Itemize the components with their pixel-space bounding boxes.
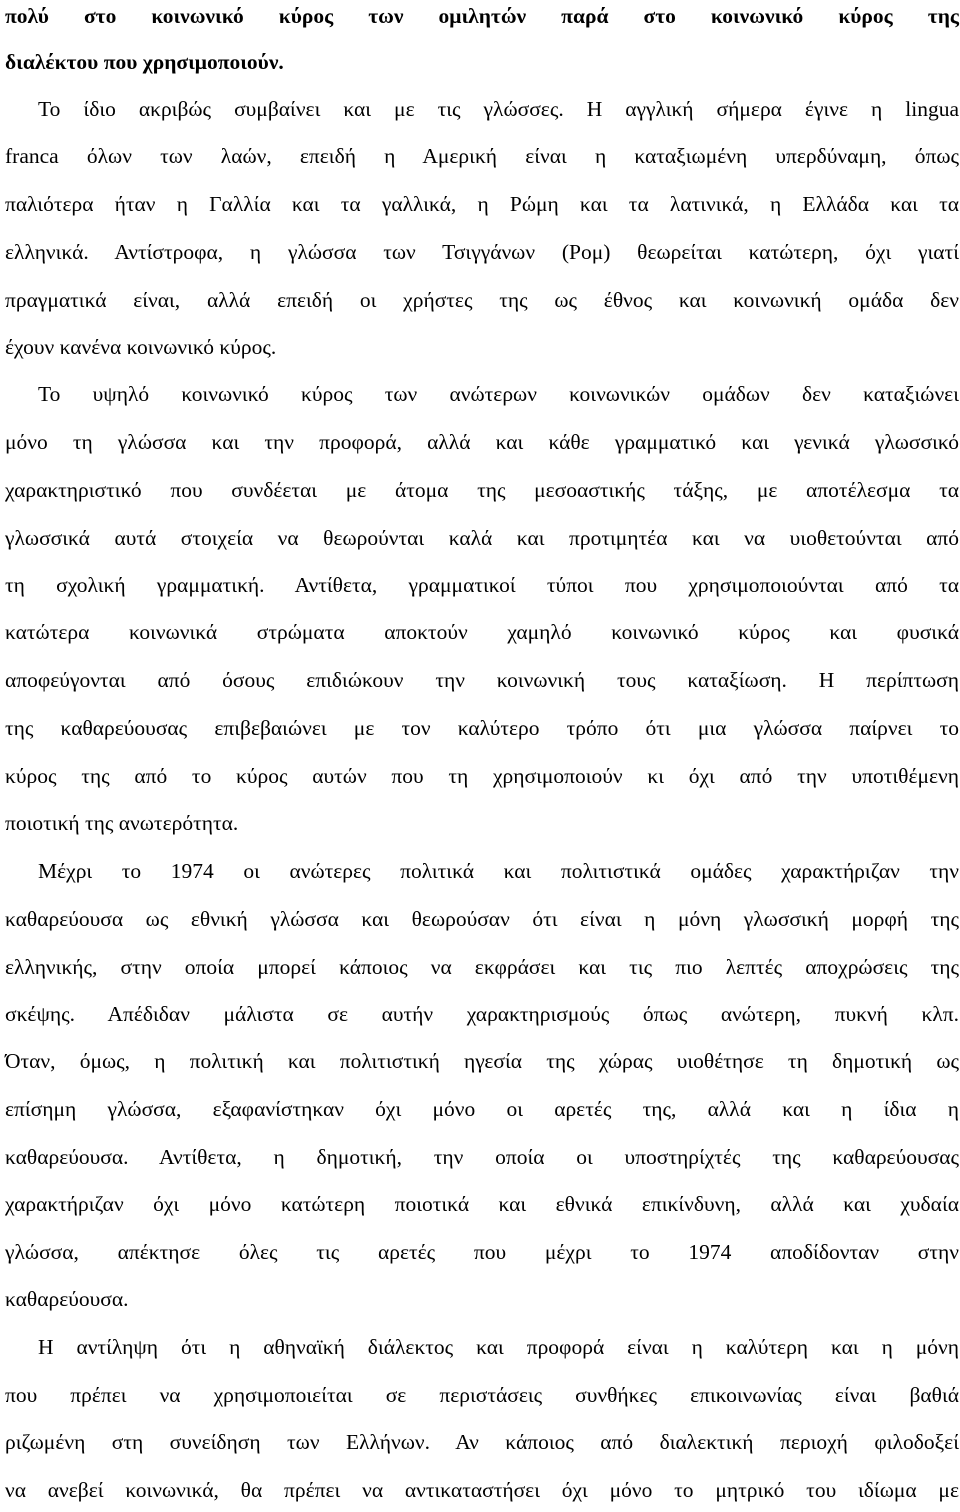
text-line: [5, 1094, 959, 1124]
text-line: [5, 1, 959, 31]
text-line: [5, 427, 959, 457]
text-line: [5, 47, 959, 77]
text-segment: έχουν κανένα κοινωνικό κύρος.: [5, 335, 277, 359]
text-line: [5, 570, 959, 600]
text-line: [38, 856, 959, 886]
text-line: [5, 808, 959, 838]
text-line: [38, 1332, 959, 1362]
text-line: [5, 1237, 959, 1267]
text-segment: Η αντίληψη ότι η αθηναϊκή διάλεκτος και προφορά είναι η καλύτερη και η μόνη: [38, 1335, 959, 1359]
text-line: [5, 713, 959, 743]
text-segment: ποιοτική της ανωτερότητα.: [5, 811, 239, 835]
text-line: [5, 332, 959, 362]
text-segment: αποφεύγονται από όσους επιδιώκουν την κοινωνική τους καταξίωση. Η περίπτωση: [5, 668, 959, 692]
text-segment: της καθαρεύουσας επιβεβαιώνει με τον καλύτερο τρόπο ότι μια γλώσσα παίρνει το: [5, 716, 959, 740]
text-segment: γλώσσα, απέκτησε όλες τις αρετές που μέχρι το 1974 αποδίδονταν στην: [5, 1240, 959, 1264]
text-line: [5, 1189, 959, 1219]
text-line: [5, 189, 959, 219]
text-line: [5, 475, 959, 505]
bold-text-segment: διαλέκτου που χρησιμοποιούν.: [5, 50, 284, 74]
text-segment: χαρακτήριζαν όχι μόνο κατώτερη ποιοτικά και εθνικά επικίνδυνη, αλλά και χυδαία: [5, 1192, 959, 1216]
bold-text-segment: πολύ στο κοινωνικό κύρος των ομιλητών παρά στο κοινωνικό κύρος της: [5, 4, 959, 28]
text-segment: franca όλων των λαών, επειδή η Αμερική είναι η καταξιωμένη υπερδύναμη, όπως: [5, 144, 959, 168]
text-line: [5, 761, 959, 791]
text-segment: Όταν, όμως, η πολιτική και πολιτιστική ηγεσία της χώρας υιοθέτησε τη δημοτική ως: [5, 1049, 959, 1073]
text-segment: Το υψηλό κοινωνικό κύρος των ανώτερων κοινωνικών ομάδων δεν καταξιώνει: [38, 382, 959, 406]
text-segment: παλιότερα ήταν η Γαλλία και τα γαλλικά, η Ρώμη και τα λατινικά, η Ελλάδα και τα: [5, 192, 959, 216]
text-line: [5, 952, 959, 982]
text-segment: καθαρεύουσα. Αντίθετα, η δημοτική, την οποία οι υποστηρίχτές της καθαρεύουσας: [5, 1145, 959, 1169]
text-line: [38, 379, 959, 409]
text-line: [5, 1475, 959, 1505]
text-line: [5, 1284, 959, 1314]
text-segment: Το ίδιο ακριβώς συμβαίνει και με τις γλώσσες. Η αγγλική σήμερα έγινε η lingua: [38, 97, 959, 121]
text-segment: μόνο τη γλώσσα και την προφορά, αλλά και κάθε γραμματικό και γενικά γλωσσικό: [5, 430, 959, 454]
text-segment: κατώτερα κοινωνικά στρώματα αποκτούν χαμηλό κοινωνικό κύρος και φυσικά: [5, 620, 959, 644]
text-segment: που πρέπει να χρησιμοποιείται σε περιστάσεις συνθήκες επικοινωνίας είναι βαθιά: [5, 1383, 959, 1407]
text-segment: ριζωμένη στη συνείδηση των Ελλήνων. Αν κάποιος από διαλεκτική περιοχή φιλοδοξεί: [5, 1430, 959, 1454]
text-line: [5, 665, 959, 695]
text-segment: τη σχολική γραμματική. Αντίθετα, γραμματικοί τύποι που χρησιμοποιούνται από τα: [5, 573, 959, 597]
text-segment: να ανεβεί κοινωνικά, θα πρέπει να αντικαταστήσει όχι μόνο το μητρικό του ιδίωμα με: [5, 1478, 959, 1502]
text-segment: καθαρεύουσα.: [5, 1287, 129, 1311]
text-line: [5, 1046, 959, 1076]
text-segment: Μέχρι το 1974 οι ανώτερες πολιτικά και πολιτιστικά ομάδες χαρακτήριζαν την: [38, 859, 959, 883]
text-line: [5, 617, 959, 647]
text-segment: γλωσσικά αυτά στοιχεία να θεωρούνται καλά και προτιμητέα και να υιοθετούνται από: [5, 526, 959, 550]
text-line: [5, 1380, 959, 1410]
text-line: [5, 141, 959, 171]
text-line: [5, 1427, 959, 1457]
text-line: [5, 285, 959, 315]
text-segment: σκέψης. Απέδιδαν μάλιστα σε αυτήν χαρακτηρισμούς όπως ανώτερη, πυκνή κλπ.: [5, 1002, 959, 1026]
text-segment: κύρος της από το κύρος αυτών που τη χρησιμοποιούν κι όχι από την υποτιθέμενη: [5, 764, 959, 788]
text-line: [5, 237, 959, 267]
text-line: [5, 523, 959, 553]
text-line: [5, 1142, 959, 1172]
text-line: [5, 904, 959, 934]
text-segment: επίσημη γλώσσα, εξαφανίστηκαν όχι μόνο οι αρετές της, αλλά και η ίδια η: [5, 1097, 959, 1121]
text-segment: ελληνικά. Αντίστροφα, η γλώσσα των Τσιγγάνων (Ρομ) θεωρείται κατώτερη, όχι γιατί: [5, 240, 959, 264]
text-segment: χαρακτηριστικό που συνδέεται με άτομα της μεσοαστικής τάξης, με αποτέλεσμα τα: [5, 478, 959, 502]
text-segment: πραγματικά είναι, αλλά επειδή οι χρήστες της ως έθνος και κοινωνική ομάδα δεν: [5, 288, 959, 312]
text-line: [5, 999, 959, 1029]
text-segment: ελληνικής, στην οποία μπορεί κάποιος να εκφράσει και τις πιο λεπτές αποχρώσεις της: [5, 955, 959, 979]
text-line: [38, 94, 959, 124]
text-segment: καθαρεύουσα ως εθνική γλώσσα και θεωρούσαν ότι είναι η μόνη γλωσσική μορφή της: [5, 907, 959, 931]
